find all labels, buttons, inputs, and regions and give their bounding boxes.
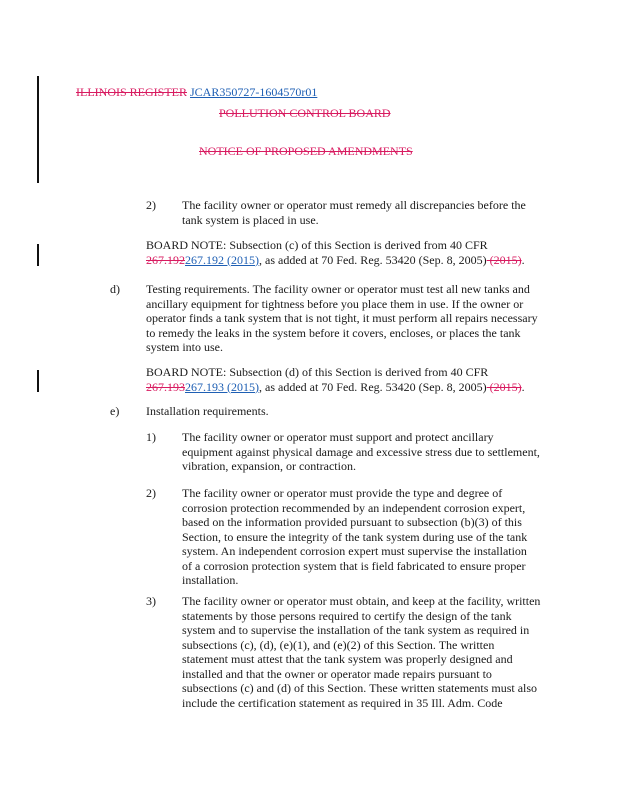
item-label: 2): [146, 198, 156, 212]
item-c2-text: The facility owner or operator must remedy all discrepancies before the tank system is placed in use.: [182, 198, 526, 227]
notice-title: NOTICE OF PROPOSED AMENDMENTS: [199, 144, 413, 158]
board-title: POLLUTION CONTROL BOARD: [219, 106, 391, 120]
item-d-text: Testing requirements. The facility owner or operator must test all new tanks and ancillary equipment for tightness before you place them in use. If the owner or operator finds a tank system that is not tight, it must perform all repairs necessary to remedy the leaks in the system before it covers, encloses, or places the tank system into use.: [146, 282, 538, 354]
change-bar: [37, 370, 39, 392]
item-label: e): [110, 404, 120, 418]
board-note-c: BOARD NOTE: Subsection (c) of this Section is derived from 40 CFR 267.192267.192 (2015), as added at 70 Fed. Reg. 53420 (Sep. 8, 2005) (2015).: [146, 238, 525, 267]
change-bar: [37, 76, 39, 183]
item-label: 1): [146, 430, 156, 444]
item-e3-text: The facility owner or operator must obtain, and keep at the facility, written statements by those persons required to certify the design of the tank system and to supervise the installation of the tank system as required in subsections (c), (d), (e)(1), and (e)(2) of this Section. The written statement must attest that the tank system was properly designed and installed and that the owner or operator made repairs pursuant to subsections (c) and (d) of this Section. These written statements must also include the certification statement as required in 35 Ill. Adm. Code: [182, 594, 541, 710]
item-label: 3): [146, 594, 156, 608]
register-inserted: JCAR350727-1604570r01: [190, 85, 318, 99]
item-e-text: Installation requirements.: [146, 404, 269, 418]
change-bar: [37, 244, 39, 266]
item-e1-text: The facility owner or operator must support and protect ancillary equipment against physical damage and excessive stress due to settlement, vibration, expansion, or contraction.: [182, 430, 540, 473]
item-e2-text: The facility owner or operator must provide the type and degree of corrosion protection recommended by an independent corrosion expert, based on the information provided pursuant to subsection (b)(3) of this Section, to ensure the integrity of the tank system during use of the tank system. An independent corrosion expert must supervise the installation of a corrosion protection system that is field fabricated to ensure proper installation.: [182, 486, 528, 587]
item-label: d): [110, 282, 120, 296]
board-note-d: BOARD NOTE: Subsection (d) of this Section is derived from 40 CFR 267.193267.193 (2015), as added at 70 Fed. Reg. 53420 (Sep. 8, 2005) (2015).: [146, 365, 525, 394]
item-label: 2): [146, 486, 156, 500]
register-header: [76, 85, 317, 100]
register-struck: ILLINOIS REGISTER: [76, 85, 187, 99]
